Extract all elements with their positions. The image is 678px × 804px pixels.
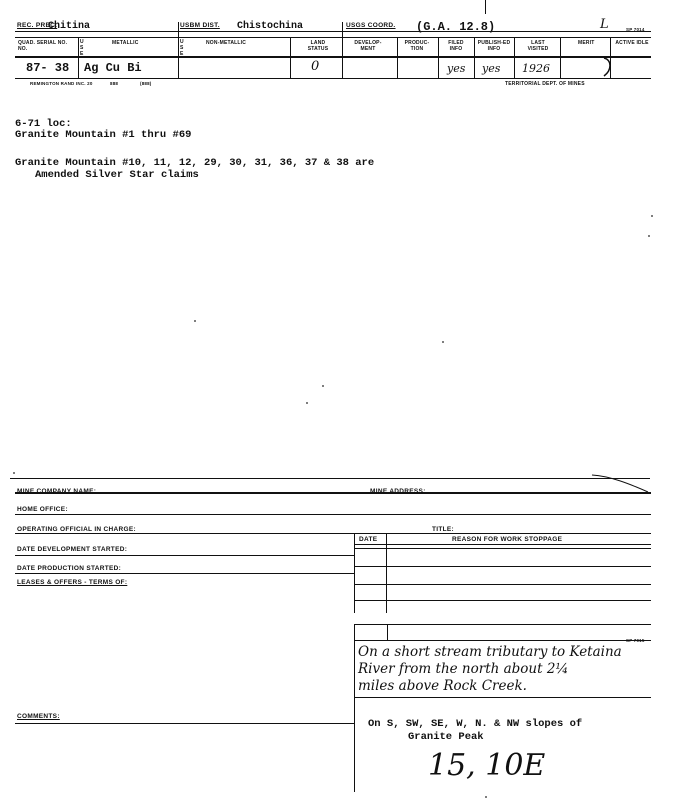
body-line-3: Granite Mountain #10, 11, 12, 29, 30, 31, 36, 37 & 38 are (15, 157, 375, 169)
slopes-line-1: On S, SW, SE, W, N. & NW slopes of (368, 718, 583, 730)
location-handwritten-1: On a short stream tributary to Ketaina (358, 644, 622, 660)
quad-serial-label: QUAD. SERIAL NO. NO. (18, 40, 68, 52)
corner-mark: L (600, 17, 609, 32)
location-handwritten-3: miles above Rock Creek. (358, 678, 527, 694)
date-production-started-label: DATE PRODUCTION STARTED: (17, 565, 122, 572)
handwritten-code: 15, 10E (428, 748, 546, 783)
rec-prec-label: REC. PREC. (17, 22, 58, 29)
production-label: PRODUC-TION (404, 40, 430, 52)
development-label: DEVELOP-MENT (354, 40, 382, 52)
active-idle-label: ACTIVE IDLE (615, 40, 649, 46)
usbm-dist-label: USBM DIST. (180, 22, 220, 29)
body-line-4: Amended Silver Star claims (35, 169, 199, 181)
metallic-value: Ag Cu Bi (84, 61, 142, 75)
form-number-top: SP 7014 (626, 27, 645, 32)
non-metallic-label: NON-METALLIC (206, 40, 247, 46)
rec-prec-value: Chitina (48, 21, 91, 32)
use-letters-2: U S E (180, 39, 184, 57)
card-footer-mid1: 888 (110, 81, 119, 86)
date-column-label: DATE (359, 536, 378, 543)
last-visited-label: LAST VISITED (527, 40, 549, 52)
mine-address-label: MINE ADDRESS: (370, 488, 426, 495)
card-footer-mid2: (888) (140, 81, 152, 86)
land-status-label: LAND STATUS (307, 40, 329, 52)
merit-label: MERIT (578, 40, 595, 46)
metallic-label: METALLIC (112, 40, 139, 46)
use-letters-1: U S E (80, 39, 84, 57)
mine-company-label: MINE COMPANY NAME: (17, 488, 97, 495)
quad-serial-value: 87- 38 (26, 61, 70, 75)
date-development-started-label: DATE DEVELOPMENT STARTED: (17, 546, 128, 553)
home-office-label: HOME OFFICE: (17, 506, 68, 513)
slopes-line-2: Granite Peak (408, 731, 484, 743)
land-status-value: 0 (311, 59, 320, 74)
body-line-2: Granite Mountain #1 thru #69 (15, 129, 192, 141)
reason-stoppage-label: REASON FOR WORK STOPPAGE (452, 536, 563, 543)
form-number-bottom: SP 7015 (626, 638, 645, 643)
comments-label: COMMENTS: (17, 713, 60, 720)
scan-curve (590, 472, 650, 494)
location-handwritten-2: River from the north about 2¼ (358, 661, 569, 677)
body-line-1: 6-71 loc: (15, 118, 72, 130)
title-label: TITLE: (432, 526, 455, 533)
card-footer-right: TERRITORIAL DEPT. OF MINES (505, 81, 585, 87)
published-info-value: yes (482, 62, 501, 75)
leases-offers-label: LEASES & OFFERS - TERMS OF: (17, 579, 128, 586)
last-visited-value: 1926 (522, 62, 550, 75)
usbm-dist-value: Chistochina (237, 21, 304, 32)
card-footer-left: REMINGTON RAND INC. 20 (30, 81, 93, 86)
published-info-label: PUBLISH-ED INFO (477, 40, 511, 52)
usgs-coord-label: USGS COORD. (346, 22, 396, 29)
merit-check-mark (600, 56, 620, 80)
operating-official-label: OPERATING OFFICIAL IN CHARGE: (17, 526, 136, 533)
filed-info-value: yes (447, 62, 466, 75)
usgs-coord-value: (G.A. 12.8) (416, 20, 496, 34)
filed-info-label: FILED INFO (448, 40, 464, 52)
